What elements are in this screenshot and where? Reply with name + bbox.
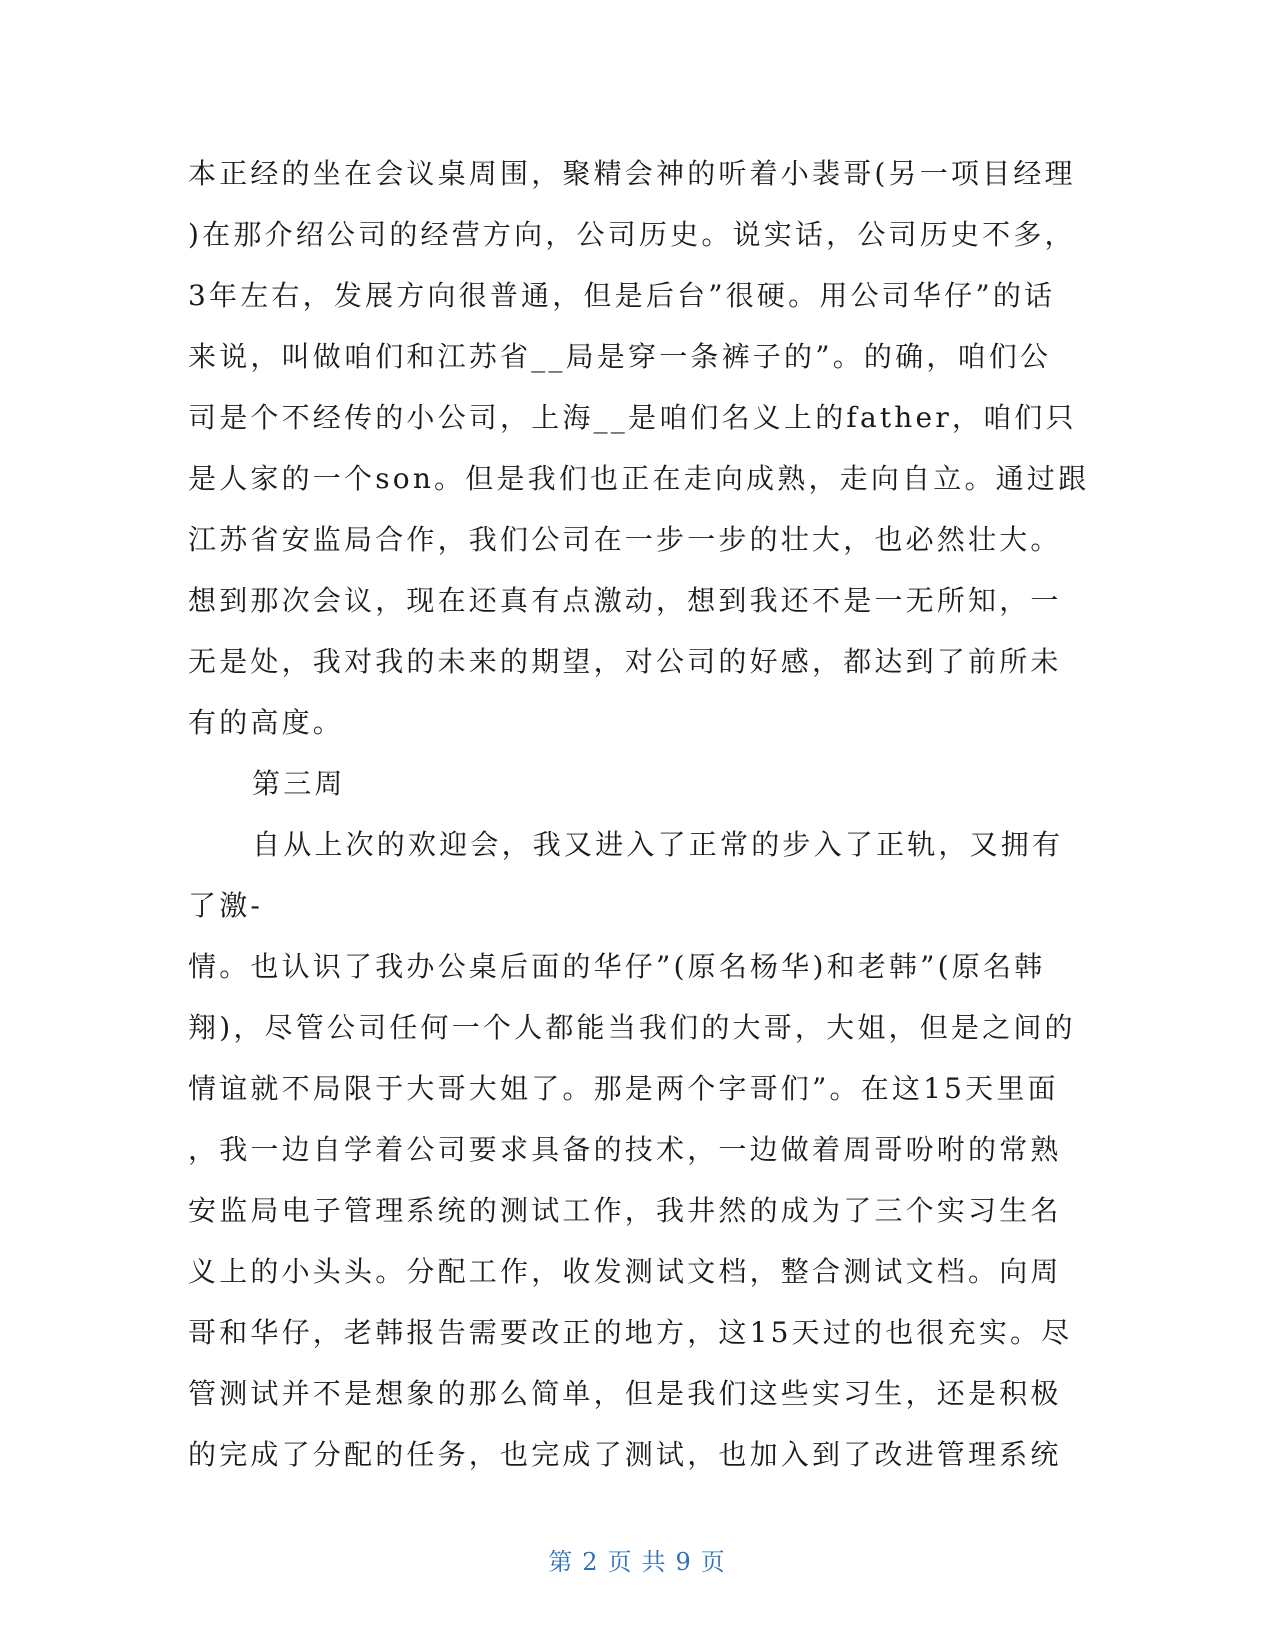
text-line: 本正经的坐在会议桌周围，聚精会神的听着小裴哥(另一项目经理 (188, 157, 1076, 190)
paragraph-start: 自从上次的欢迎会，我又进入了正常的步入了正轨，又拥有 (252, 828, 1064, 861)
footer-total-unit: 页 (700, 1548, 727, 1576)
text-line: 哥和华仔，老韩报告需要改正的地方，这15天过的也很充实。尽 (188, 1316, 1073, 1349)
current-page-number: 2 (582, 1548, 600, 1576)
text-line: 想到那次会议，现在还真有点激动，想到我还不是一无所知，一 (188, 584, 1062, 617)
text-line: 的完成了分配的任务，也完成了测试，也加入到了改进管理系统 (188, 1438, 1062, 1471)
text-line: 来说，叫做咱们和江苏省__局是穿一条裤子的”。的确，咱们公 (188, 340, 1052, 373)
text-line: 无是处，我对我的未来的期望，对公司的好感，都达到了前所未 (188, 645, 1062, 678)
text-line: 了激- (188, 889, 264, 922)
text-line: 3年左右，发展方向很普通，但是后台”很硬。用公司华仔”的话 (188, 279, 1056, 312)
footer-prefix: 第 (548, 1548, 575, 1576)
text-line: 是人家的一个son。但是我们也正在走向成熟，走向自立。通过跟 (188, 462, 1090, 495)
text-line: 司是个不经传的小公司，上海__是咱们名义上的father，咱们只 (188, 401, 1077, 434)
text-line: 情。也认识了我办公桌后面的华仔”(原名杨华)和老韩”(原名韩 (188, 950, 1046, 983)
footer-page-unit: 页 (607, 1548, 634, 1576)
total-page-count: 9 (675, 1548, 693, 1576)
page-footer (0, 1542, 1275, 1577)
text-line: 有的高度。 (188, 706, 345, 739)
text-line: 江苏省安监局合作，我们公司在一步一步的壮大，也必然壮大。 (188, 523, 1062, 556)
text-line: 管测试并不是想象的那么简单，但是我们这些实习生，还是积极 (188, 1377, 1062, 1410)
text-line: )在那介绍公司的经营方向，公司历史。说实话，公司历史不多， (188, 218, 1076, 251)
text-line: 情谊就不局限于大哥大姐了。那是两个字哥们”。在这15天里面 (188, 1072, 1059, 1105)
text-line: 义上的小头头。分配工作，收发测试文档，整合测试文档。向周 (188, 1255, 1062, 1288)
text-line: ，我一边自学着公司要求具备的技术，一边做着周哥吩咐的常熟 (188, 1133, 1062, 1166)
footer-total-prefix: 共 (641, 1548, 668, 1576)
text-line: 翔)，尽管公司任何一个人都能当我们的大哥，大姐，但是之间的 (188, 1011, 1076, 1044)
text-line: 安监局电子管理系统的测试工作，我井然的成为了三个实习生名 (188, 1194, 1062, 1227)
body-text (188, 143, 1090, 1485)
section-heading: 第三周 (252, 767, 346, 800)
